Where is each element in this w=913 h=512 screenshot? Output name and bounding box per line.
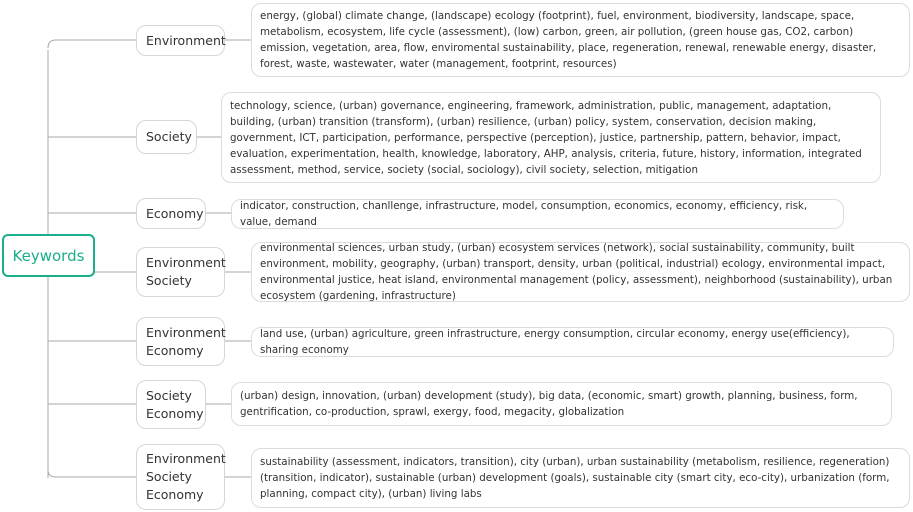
keywords-society-economy	[231, 382, 892, 426]
root-label: Keywords	[12, 246, 85, 265]
category-label-line-3: Economy	[146, 487, 204, 502]
category-label: Society	[146, 129, 192, 144]
category-environment-society[interactable]	[136, 247, 225, 297]
category-label-line-2: Society	[146, 469, 192, 484]
root-node-keywords[interactable]	[2, 234, 95, 277]
keywords-text: technology, science, (urban) governance, engineering, framework, administration, public, management, adaptation, building, (urban) transition (transform), (urban) resilience, (urban) policy, system, conservation, decision making, government, ICT, participation, performance, perspective (perception), justice, partnership, pattern, behavior, impact, evaluation, experimentation, health, knowledge, laboratory, AHP, analysis, criteria, future, history, information, integrated assessment, method, service, society (social, sociology), civil society, selection, mitigation	[230, 99, 862, 176]
keywords-economy	[231, 199, 844, 229]
category-label-line-1: Environment	[146, 324, 226, 340]
category-society[interactable]	[136, 120, 197, 154]
category-label: Environment	[146, 32, 226, 48]
keywords-text: energy, (global) climate change, (landscape) ecology (footprint), fuel, environment, biodiversity, landscape, space, metabolism, ecosystem, life cycle (assessment), (low) carbon, green, air pollution, (green house gas, CO2, carbon) emission, vegetation, area, flow, enviromental sustainability, place, regeneration, renewal, renewable energy, disaster, forest, waste, wastewater, water (management, footprint, resources)	[260, 10, 877, 70]
category-label-line-2: Economy	[146, 405, 204, 421]
branch-line-environment	[48, 40, 136, 48]
keywords-environment-society-economy	[251, 448, 910, 508]
category-economy[interactable]	[136, 198, 206, 229]
category-label-line-1: Environment	[146, 451, 226, 466]
keywords-text: environmental sciences, urban study, (urban) ecosystem services (network), social sustainability, community, built environment, mobility, geography, (urban) transport, density, urban (political, industrial) ecology, environmental impact, environmental justice, heat island, environmental management (policy, assessment), neighborhood (sustainability), urban ecosystem (gardening, infrastructure)	[260, 242, 893, 302]
keywords-text: (urban) design, innovation, (urban) development (study), big data, (economic, smart) growth, planning, business, form, gentrification, co-production, sprawl, exergy, food, megacity, globalization	[240, 390, 858, 418]
category-society-economy[interactable]	[136, 380, 206, 429]
category-label-line-2: Society	[146, 273, 192, 288]
keywords-environment	[251, 3, 910, 77]
category-environment-society-economy[interactable]	[136, 444, 225, 510]
category-label-line-1: Environment	[146, 255, 226, 270]
keywords-environment-economy	[251, 327, 894, 357]
keywords-environment-society	[251, 242, 910, 302]
keywords-text: land use, (urban) agriculture, green infrastructure, energy consumption, circular economy, energy use(efficiency), sharing economy	[260, 328, 850, 356]
category-label-line-2: Economy	[146, 342, 204, 358]
category-environment[interactable]	[136, 25, 225, 56]
category-label: Economy	[146, 205, 204, 221]
category-environment-economy[interactable]	[136, 317, 225, 366]
branch-line-env-soc-eco	[48, 470, 136, 477]
keywords-text: indicator, construction, chanllenge, infrastructure, model, consumption, economics, economy, efficiency, risk, value, demand	[240, 200, 808, 228]
keywords-text: sustainability (assessment, indicators, transition), city (urban), urban sustainability (metabolism, resilience, regeneration) (transition, indicator), sustainable (urban) development (goals), sustainable city (smart city, eco-city), urbanization (form, planning, compact city), (urban) living labs	[260, 456, 890, 500]
category-label-line-1: Society	[146, 387, 192, 403]
keywords-society	[221, 92, 881, 183]
